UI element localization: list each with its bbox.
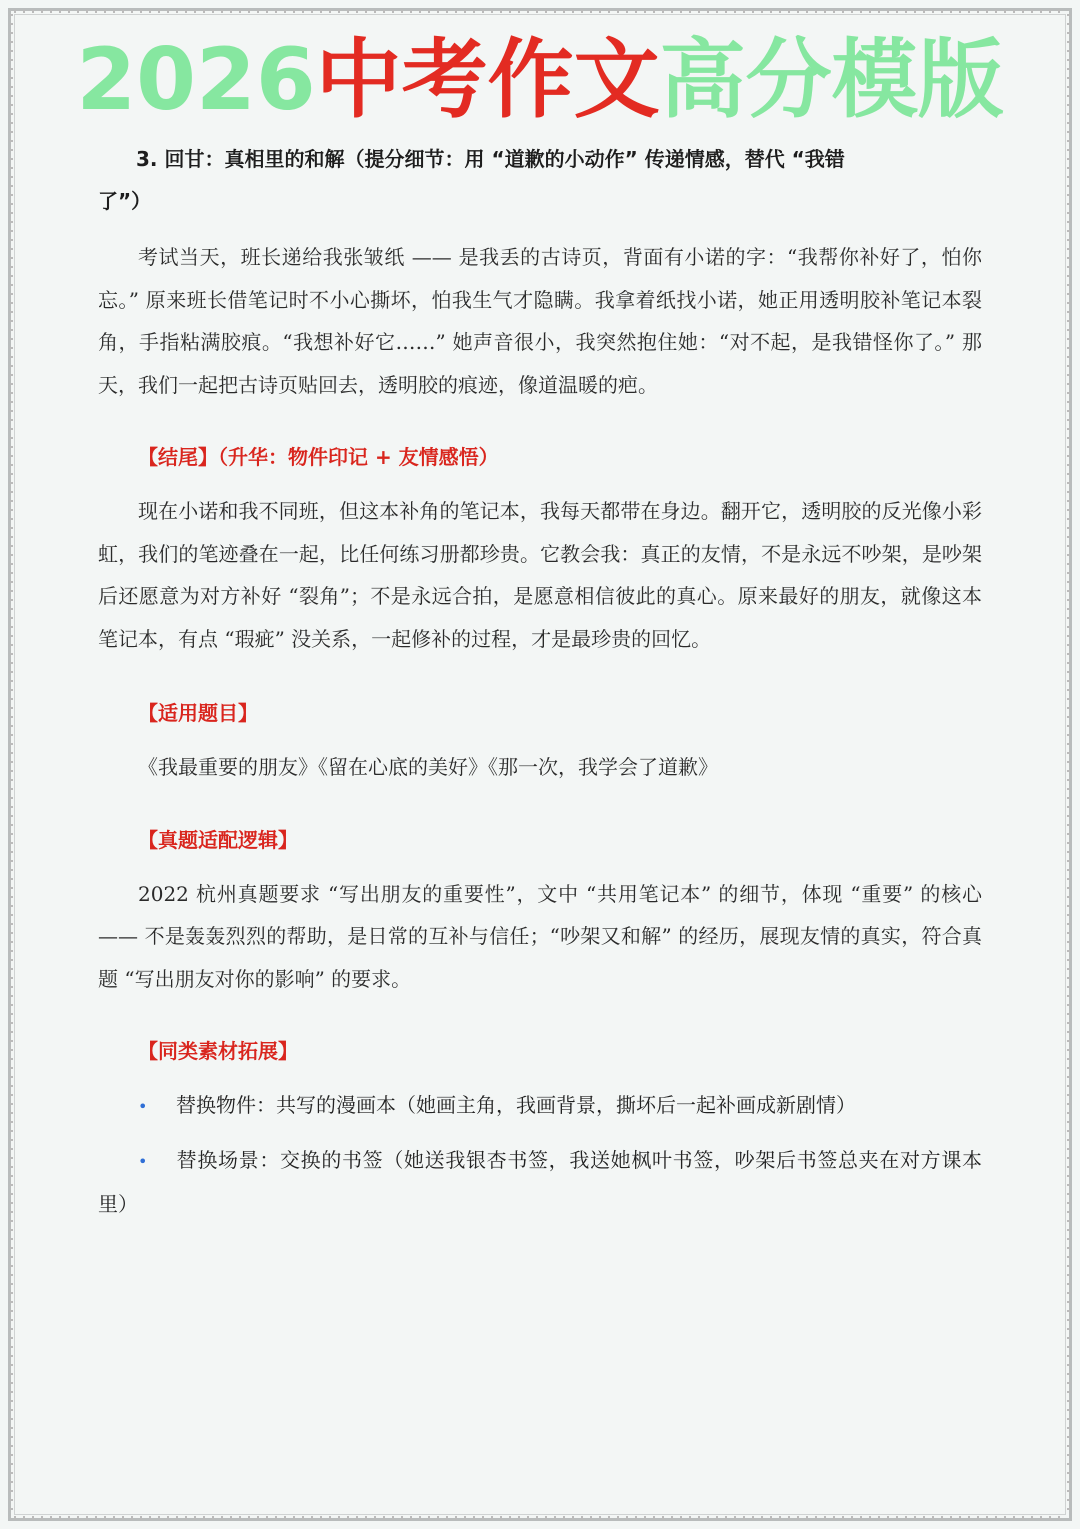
section3-heading-cont [98, 180, 982, 222]
document-body [98, 138, 982, 1226]
border-pattern-left [9, 14, 13, 1515]
topics-heading: 【适用题目】 [138, 701, 258, 725]
list-item [98, 1139, 982, 1226]
section3-paragraph: 考试当天，班长递给我张皱纸 —— 是我丢的古诗页，背面有小诺的字：“我帮你补好了，怕你忘。” 原来班长借笔记时不小心撕坏，怕我生气才隐瞒。我拿着纸找小诺，她正用透明胶补笔记本裂角，手指粘满胶痕。“我想补好它……” 她声音很小，我突然抱住她：“对不起，是我错怪你了。” 那天，我们一起把古诗页贴回去，透明胶的痕迹，像道温暖的疤。 [98, 245, 982, 397]
logic-heading: 【真题适配逻辑】 [138, 827, 298, 852]
title-year: 2026 [76, 30, 316, 130]
extension-item-1: 替换物件：共写的漫画本（她画主角，我画背景，撕坏后一起补画成新剧情） [176, 1093, 856, 1117]
border-pattern-bottom [14, 1516, 1066, 1520]
border-pattern-top [14, 9, 1066, 13]
border-pattern-right [1067, 14, 1071, 1515]
topics-list: 《我最重要的朋友》《留在心底的美好》《那一次，我学会了道歉》 [138, 755, 718, 779]
section3-heading [98, 138, 982, 180]
section3-heading-line1: 3. 回甘：真相里的和解（提分细节：用 “道歉的小动作” 传递情感，替代 “我错 [136, 147, 845, 171]
list-item [98, 1084, 982, 1129]
logic-paragraph: 2022 杭州真题要求 “写出朋友的重要性”，文中 “共用笔记本” 的细节，体现 “重要” 的核心 —— 不是轰轰烈烈的帮助，是日常的互补与信任；“吵架又和解” 的经历，展现友情的真实，符合真题 “写出朋友对你的影响” 的要求。 [98, 881, 982, 991]
extension-heading: 【同类素材拓展】 [138, 1039, 298, 1063]
section3-heading-line2: 了”） [98, 189, 152, 213]
ending-heading: 【结尾】（升华：物件印记 + 友情感悟） [138, 445, 499, 469]
title-template: 高分模版 [659, 30, 1004, 130]
bullet-dot-icon: • [138, 1151, 148, 1171]
page-title [0, 30, 1080, 130]
bullet-dot-icon: • [138, 1097, 148, 1116]
ending-paragraph: 现在小诺和我不同班，但这本补角的笔记本，我每天都带在身边。翻开它，透明胶的反光像小彩虹，我们的笔迹叠在一起，比任何练习册都珍贵。它教会我：真正的友情，不是永远不吵架，是吵架后还愿意为对方补好 “裂角”；不是永远合拍，是愿意相信彼此的真心。原来最好的朋友，就像这本笔记本，有点 “瑕疵” 没关系，一起修补的过程，才是最珍贵的回忆。 [98, 499, 982, 651]
extension-item-2: 替换场景：交换的书签（她送我银杏书签，我送她枫叶书签，吵架后书签总夹在对方课本里） [98, 1147, 982, 1216]
title-exam-essay: 中考作文 [315, 30, 660, 130]
